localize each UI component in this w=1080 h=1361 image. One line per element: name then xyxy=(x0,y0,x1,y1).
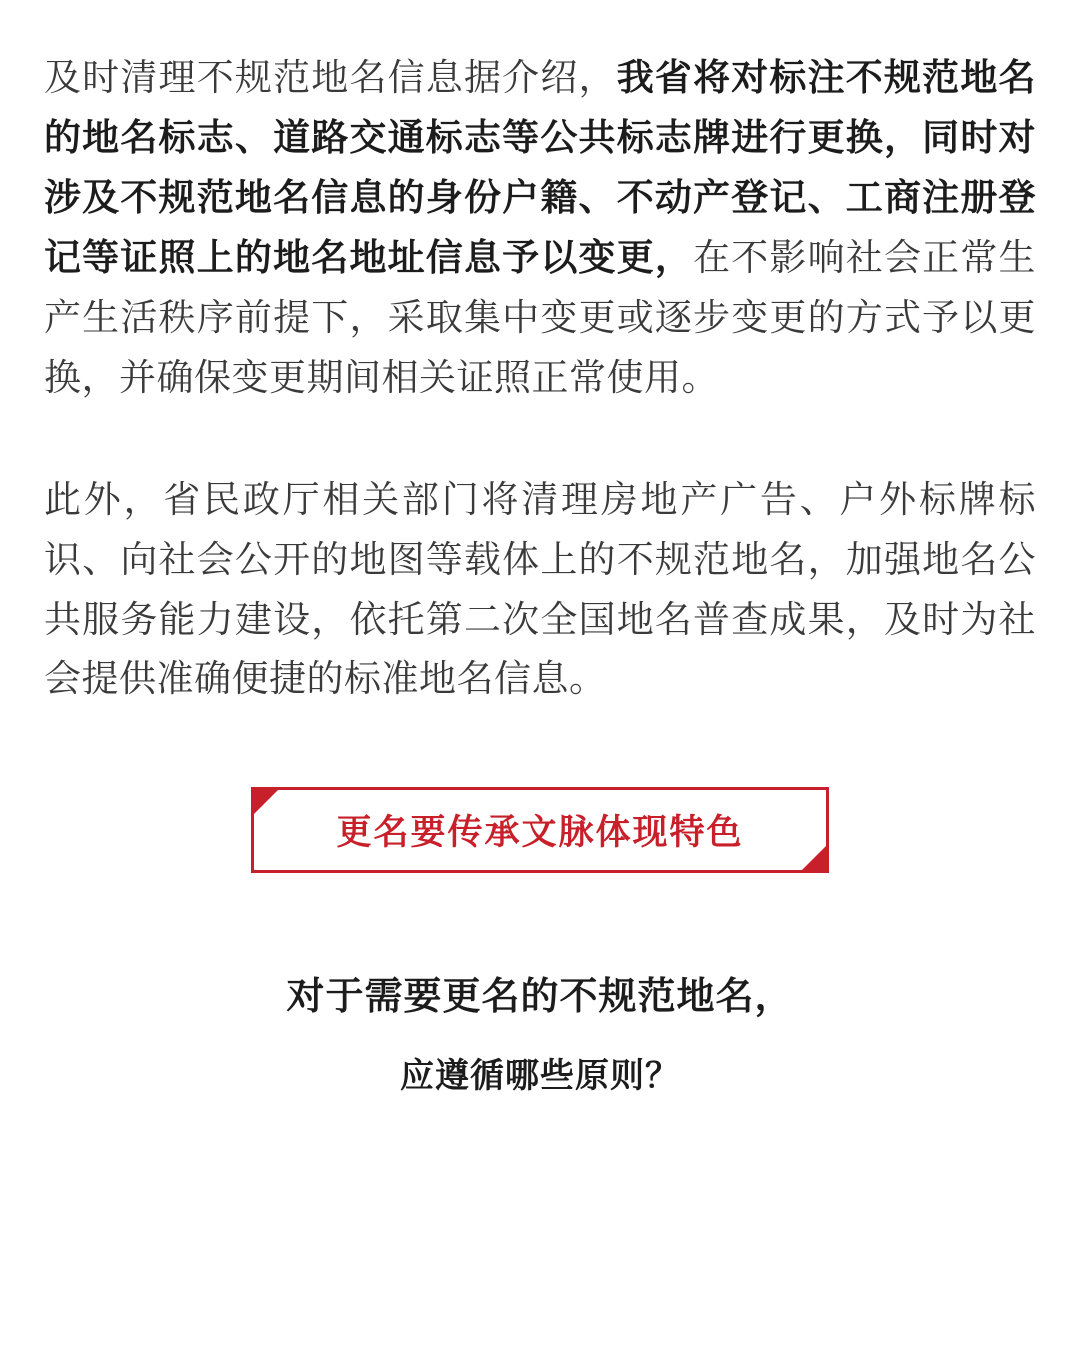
paragraph-one xyxy=(44,48,1036,408)
paragraph-two: 此外，省民政厅相关部门将清理房地产广告、户外标牌标识、向社会公开的地图等载体上的不规范地名，加强地名公共服务能力建设，依托第二次全国地名普查成果，及时为社会提供准确便捷的标准地名信息。 xyxy=(44,478,1036,700)
paragraph-one-tail: 在不影响社会正常生产生活秩序前提下，采取集中变更或逐步变更的方式予以更换，并确保变更期间相关证照正常使用。 xyxy=(44,236,1037,398)
paragraph-one-emphasis: 我省将对标注不规范地名的地名标志、道路交通标志等公共标志牌进行更换，同时对涉及不规范地名信息的身份户籍、不动产登记、工商注册登记等证照上的地名地址信息予以变更， xyxy=(44,57,1037,278)
banner-heading xyxy=(251,787,829,873)
subheading-line-two: 应遵循哪些原则？ xyxy=(400,1057,680,1096)
banner-corner-bottom-right-icon xyxy=(799,843,829,873)
subheading-line-one: 对于需要更名的不规范地名， xyxy=(286,976,794,1019)
banner-heading-container xyxy=(44,787,1036,873)
banner-heading-text: 更名要传承文脉体现特色 xyxy=(336,813,744,853)
paragraph-one-lead: 及时清理不规范地名信息据介绍， xyxy=(44,57,617,98)
banner-corner-top-left-icon xyxy=(251,787,281,817)
